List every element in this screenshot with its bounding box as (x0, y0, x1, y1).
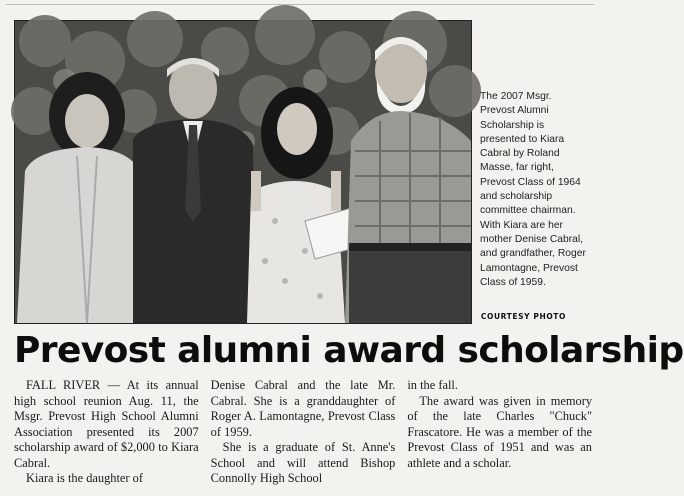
article-body (14, 378, 592, 490)
article-column-3 (407, 378, 592, 490)
paragraph: She is a graduate of St. Anne's School and will attend Bishop Connolly High School (210, 440, 396, 485)
article-column-1 (14, 378, 199, 490)
news-photo (14, 20, 472, 324)
paragraph: FALL RIVER — At its annual high school reunion Aug. 11, the Msgr. Prevost High School Alumni Association presented its 2007 scholarship award of $2,000 to Kiara Cabral. (14, 378, 199, 470)
paragraph: Denise Cabral and the late Mr. Cabral. She is a granddaughter of Roger A. Lamontagne, Prevost Class of 1959. (210, 378, 396, 439)
paragraph: The award was given in memory of the late Charles "Chuck" Frascatore. He was a member of the Prevost Class of 1951 and was an athlete and a scholar. (407, 393, 593, 470)
headline: Prevost alumni award scholarship (14, 330, 684, 371)
top-rule (6, 4, 594, 5)
photo-credit: COURTESY PHOTO (480, 312, 566, 321)
paragraph: Kiara is the daughter of (26, 471, 143, 485)
photo-caption: The 2007 Msgr. Prevost Alumni Scholarship is presented to Kiara Cabral by Roland Masse, far right, Prevost Class of 1964 and scholarship committee chairman. With Kiara are her mother Denise Cabral, and grandfather, Roger Lamontagne, Prevost Class of 1959. (480, 91, 586, 288)
article-column-2 (211, 378, 396, 490)
paragraph: in the fall. (407, 378, 458, 392)
